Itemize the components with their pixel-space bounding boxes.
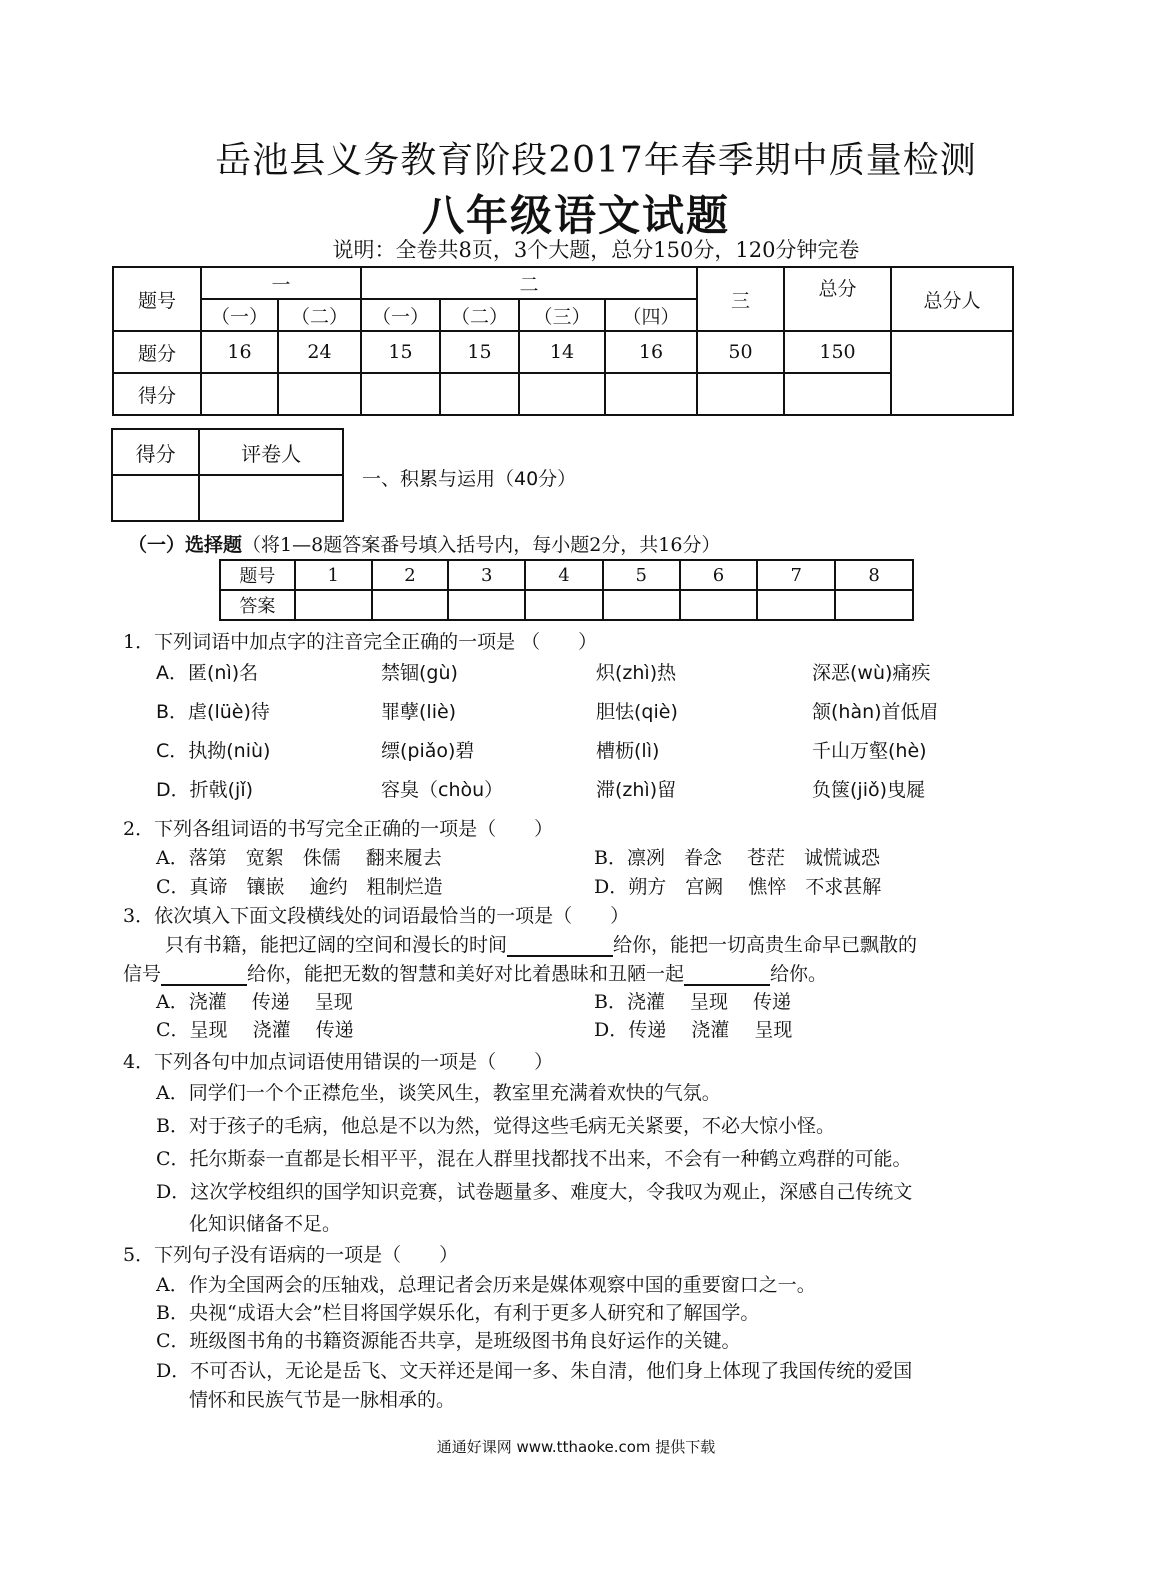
grader-box (111, 428, 344, 522)
q4-stem: 4．下列各句中加点词语使用错误的一项是（ ） (123, 1051, 554, 1073)
q4-option-d-cont: 化知识储备不足。 (189, 1213, 342, 1235)
answer-cell[interactable] (525, 590, 603, 620)
subsection1-text: （将1—8题答案番号填入括号内，每小题2分，共16分） (242, 534, 721, 556)
q1-option: B．虐(lüè)待 (156, 701, 270, 723)
q5-option-d: D．不可否认，无论是岳飞、文天祥还是闻一多、朱自清，他们身上体现了我国传统的爱国 (156, 1360, 913, 1382)
q1-stem: 1．下列词语中加点字的注音完全正确的一项是 （ ） (123, 631, 598, 653)
answer-cell[interactable] (835, 590, 913, 620)
q5-option-c: C．班级图书角的书籍资源能否共享，是班级图书角良好运作的关键。 (156, 1330, 741, 1352)
exam-subtitle: 八年级语文试题 (421, 191, 730, 240)
points-cell: 14 (519, 331, 605, 373)
q3-blank-3[interactable] (684, 962, 770, 986)
grader-name-cell[interactable] (199, 475, 343, 521)
q1-option: C．执拗(niù) (156, 740, 271, 762)
total-person-header: 总分人 (891, 267, 1013, 331)
q5-stem: 5．下列句子没有语病的一项是（ ） (123, 1244, 459, 1266)
q3-passage-line1 (165, 930, 917, 957)
answer-cell[interactable] (757, 590, 835, 620)
answer-cell[interactable] (295, 590, 372, 620)
answer-cell[interactable] (448, 590, 525, 620)
q4-option-a: A．同学们一个个正襟危坐，谈笑风生，教室里充满着欢快的气氛。 (156, 1082, 721, 1104)
sub-header: （二） (278, 299, 361, 331)
sub-header: （四） (605, 299, 697, 331)
q3-option-b: B．浇灌 呈现 传递 (594, 991, 792, 1013)
q3-option-c: C．呈现 浇灌 传递 (156, 1019, 354, 1041)
q1-option: 滞(zhì)留 (596, 779, 677, 801)
q3-blank-1[interactable] (507, 933, 613, 957)
q1-option: 负箧(jiǒ)曳屣 (812, 779, 926, 801)
score-cell[interactable] (278, 373, 361, 415)
answer-no: 3 (448, 560, 525, 590)
grader-label: 评卷人 (199, 429, 343, 475)
answer-label: 答案 (220, 590, 295, 620)
q1-option: A．匿(nì)名 (156, 662, 259, 684)
points-cell: 50 (697, 331, 784, 373)
q4-option-c: C．托尔斯泰一直都是长相平平，混在人群里找都找不出来，不会有一种鹤立鸡群的可能。 (156, 1148, 912, 1170)
subsection1-title (128, 530, 720, 557)
label-defen: 得分 (113, 373, 201, 415)
answer-cell[interactable] (372, 590, 449, 620)
subsection1-bold: （一）选择题 (128, 534, 243, 556)
q1-option: 颔(hàn)首低眉 (812, 701, 939, 723)
q1-option: 缥(piǎo)碧 (381, 740, 475, 762)
q4-option-d: D．这次学校组织的国学知识竞赛，试卷题量多、难度大，令我叹为观止，深感自己传统文 (156, 1181, 913, 1203)
sub-header: （二） (440, 299, 519, 331)
score-cell[interactable] (784, 373, 891, 415)
q3-passage-text: 给你，能把一切高贵生命早已飘散的 (613, 934, 918, 956)
label-tihao: 题号 (113, 267, 201, 331)
score-table (112, 266, 1014, 416)
q3-stem: 3．依次填入下面文段横线处的词语最恰当的一项是（ ） (123, 905, 630, 927)
q2-option-a: A．落第 宽絮 侏儒 翻来履去 (156, 847, 442, 869)
answer-no: 2 (372, 560, 449, 590)
q5-option-a: A．作为全国两会的压轴戏，总理记者会历来是媒体观察中国的重要窗口之一。 (156, 1274, 816, 1296)
q1-option: 槽枥(lì) (596, 740, 660, 762)
q3-passage-text: 信号 (123, 963, 162, 985)
exam-note: 说明：全卷共8页，3个大题，总分150分，120分钟完卷 (332, 238, 860, 262)
q1-option: 胆怯(qiè) (596, 701, 678, 723)
exam-title: 岳池县义务教育阶段2017年春季期中质量检测 (215, 140, 977, 181)
q1-option: 罪孽(liè) (381, 701, 457, 723)
q3-blank-2[interactable] (161, 962, 247, 986)
score-cell[interactable] (697, 373, 784, 415)
points-cell: 16 (201, 331, 278, 373)
q2-stem: 2．下列各组词语的书写完全正确的一项是（ ） (123, 818, 554, 840)
part2-header: 二 (361, 267, 697, 299)
q1-option: 深恶(wù)痛疾 (812, 662, 931, 684)
q1-option: 千山万壑(hè) (812, 740, 927, 762)
q3-option-a: A．浇灌 传递 呈现 (156, 991, 353, 1013)
sub-header: （一） (361, 299, 440, 331)
q1-option: D．折戟(jǐ) (156, 779, 254, 801)
points-cell: 15 (361, 331, 440, 373)
points-cell: 24 (278, 331, 361, 373)
score-cell[interactable] (361, 373, 440, 415)
q1-option: 容臭（chòu） (381, 779, 504, 801)
sub-header: （三） (519, 299, 605, 331)
q4-option-b: B．对于孩子的毛病，他总是不以为然，觉得这些毛病无关紧要，不必大惊小怪。 (156, 1115, 835, 1137)
q2-option-d: D．朔方 宫阙 憔悴 不求甚解 (594, 876, 882, 898)
part3-header: 三 (697, 267, 784, 331)
part1-header: 一 (201, 267, 361, 299)
q3-option-d: D．传递 浇灌 呈现 (594, 1019, 793, 1041)
q5-option-b: B．央视“成语大会”栏目将国学娱乐化，有利于更多人研究和了解国学。 (156, 1302, 760, 1324)
answer-no: 1 (295, 560, 372, 590)
q3-passage-text: 给你。 (770, 963, 828, 985)
score-cell[interactable] (519, 373, 605, 415)
grader-score-label: 得分 (112, 429, 199, 475)
score-cell[interactable] (201, 373, 278, 415)
score-cell[interactable] (440, 373, 519, 415)
points-cell: 16 (605, 331, 697, 373)
answer-no: 4 (525, 560, 603, 590)
q2-option-c: C．真谛 镶嵌 逾约 粗制烂造 (156, 876, 443, 898)
answer-cell[interactable] (680, 590, 758, 620)
answer-table (219, 559, 914, 621)
answer-no: 8 (835, 560, 913, 590)
grader-score-cell[interactable] (112, 475, 199, 521)
points-cell: 15 (440, 331, 519, 373)
q5-option-d-cont: 情怀和民族气节是一脉相承的。 (189, 1389, 456, 1411)
q3-passage-text: 给你，能把无数的智慧和美好对比着愚昧和丑陋一起 (247, 963, 685, 985)
answer-cell[interactable] (603, 590, 680, 620)
total-header: 总分 (784, 267, 891, 331)
total-person-cell[interactable] (891, 331, 1013, 415)
q1-option: 炽(zhì)热 (596, 662, 677, 684)
answer-no-label: 题号 (220, 560, 295, 590)
score-cell[interactable] (605, 373, 697, 415)
q2-option-b: B．凛冽 眷念 苍茫 诚慌诚恐 (594, 847, 881, 869)
answer-no: 5 (603, 560, 680, 590)
footer-credit: 通通好课网 www.tthaoke.com 提供下载 (436, 1438, 716, 1456)
points-cell: 150 (784, 331, 891, 373)
label-tifen: 题分 (113, 331, 201, 373)
answer-no: 6 (680, 560, 758, 590)
section1-title: 一、积累与运用（40分） (362, 468, 577, 490)
q3-passage-line2 (123, 959, 827, 986)
q1-option: 禁锢(gù) (381, 662, 458, 684)
answer-no: 7 (757, 560, 835, 590)
sub-header: （一） (201, 299, 278, 331)
q3-passage-text: 只有书籍，能把辽阔的空间和漫长的时间 (165, 934, 508, 956)
